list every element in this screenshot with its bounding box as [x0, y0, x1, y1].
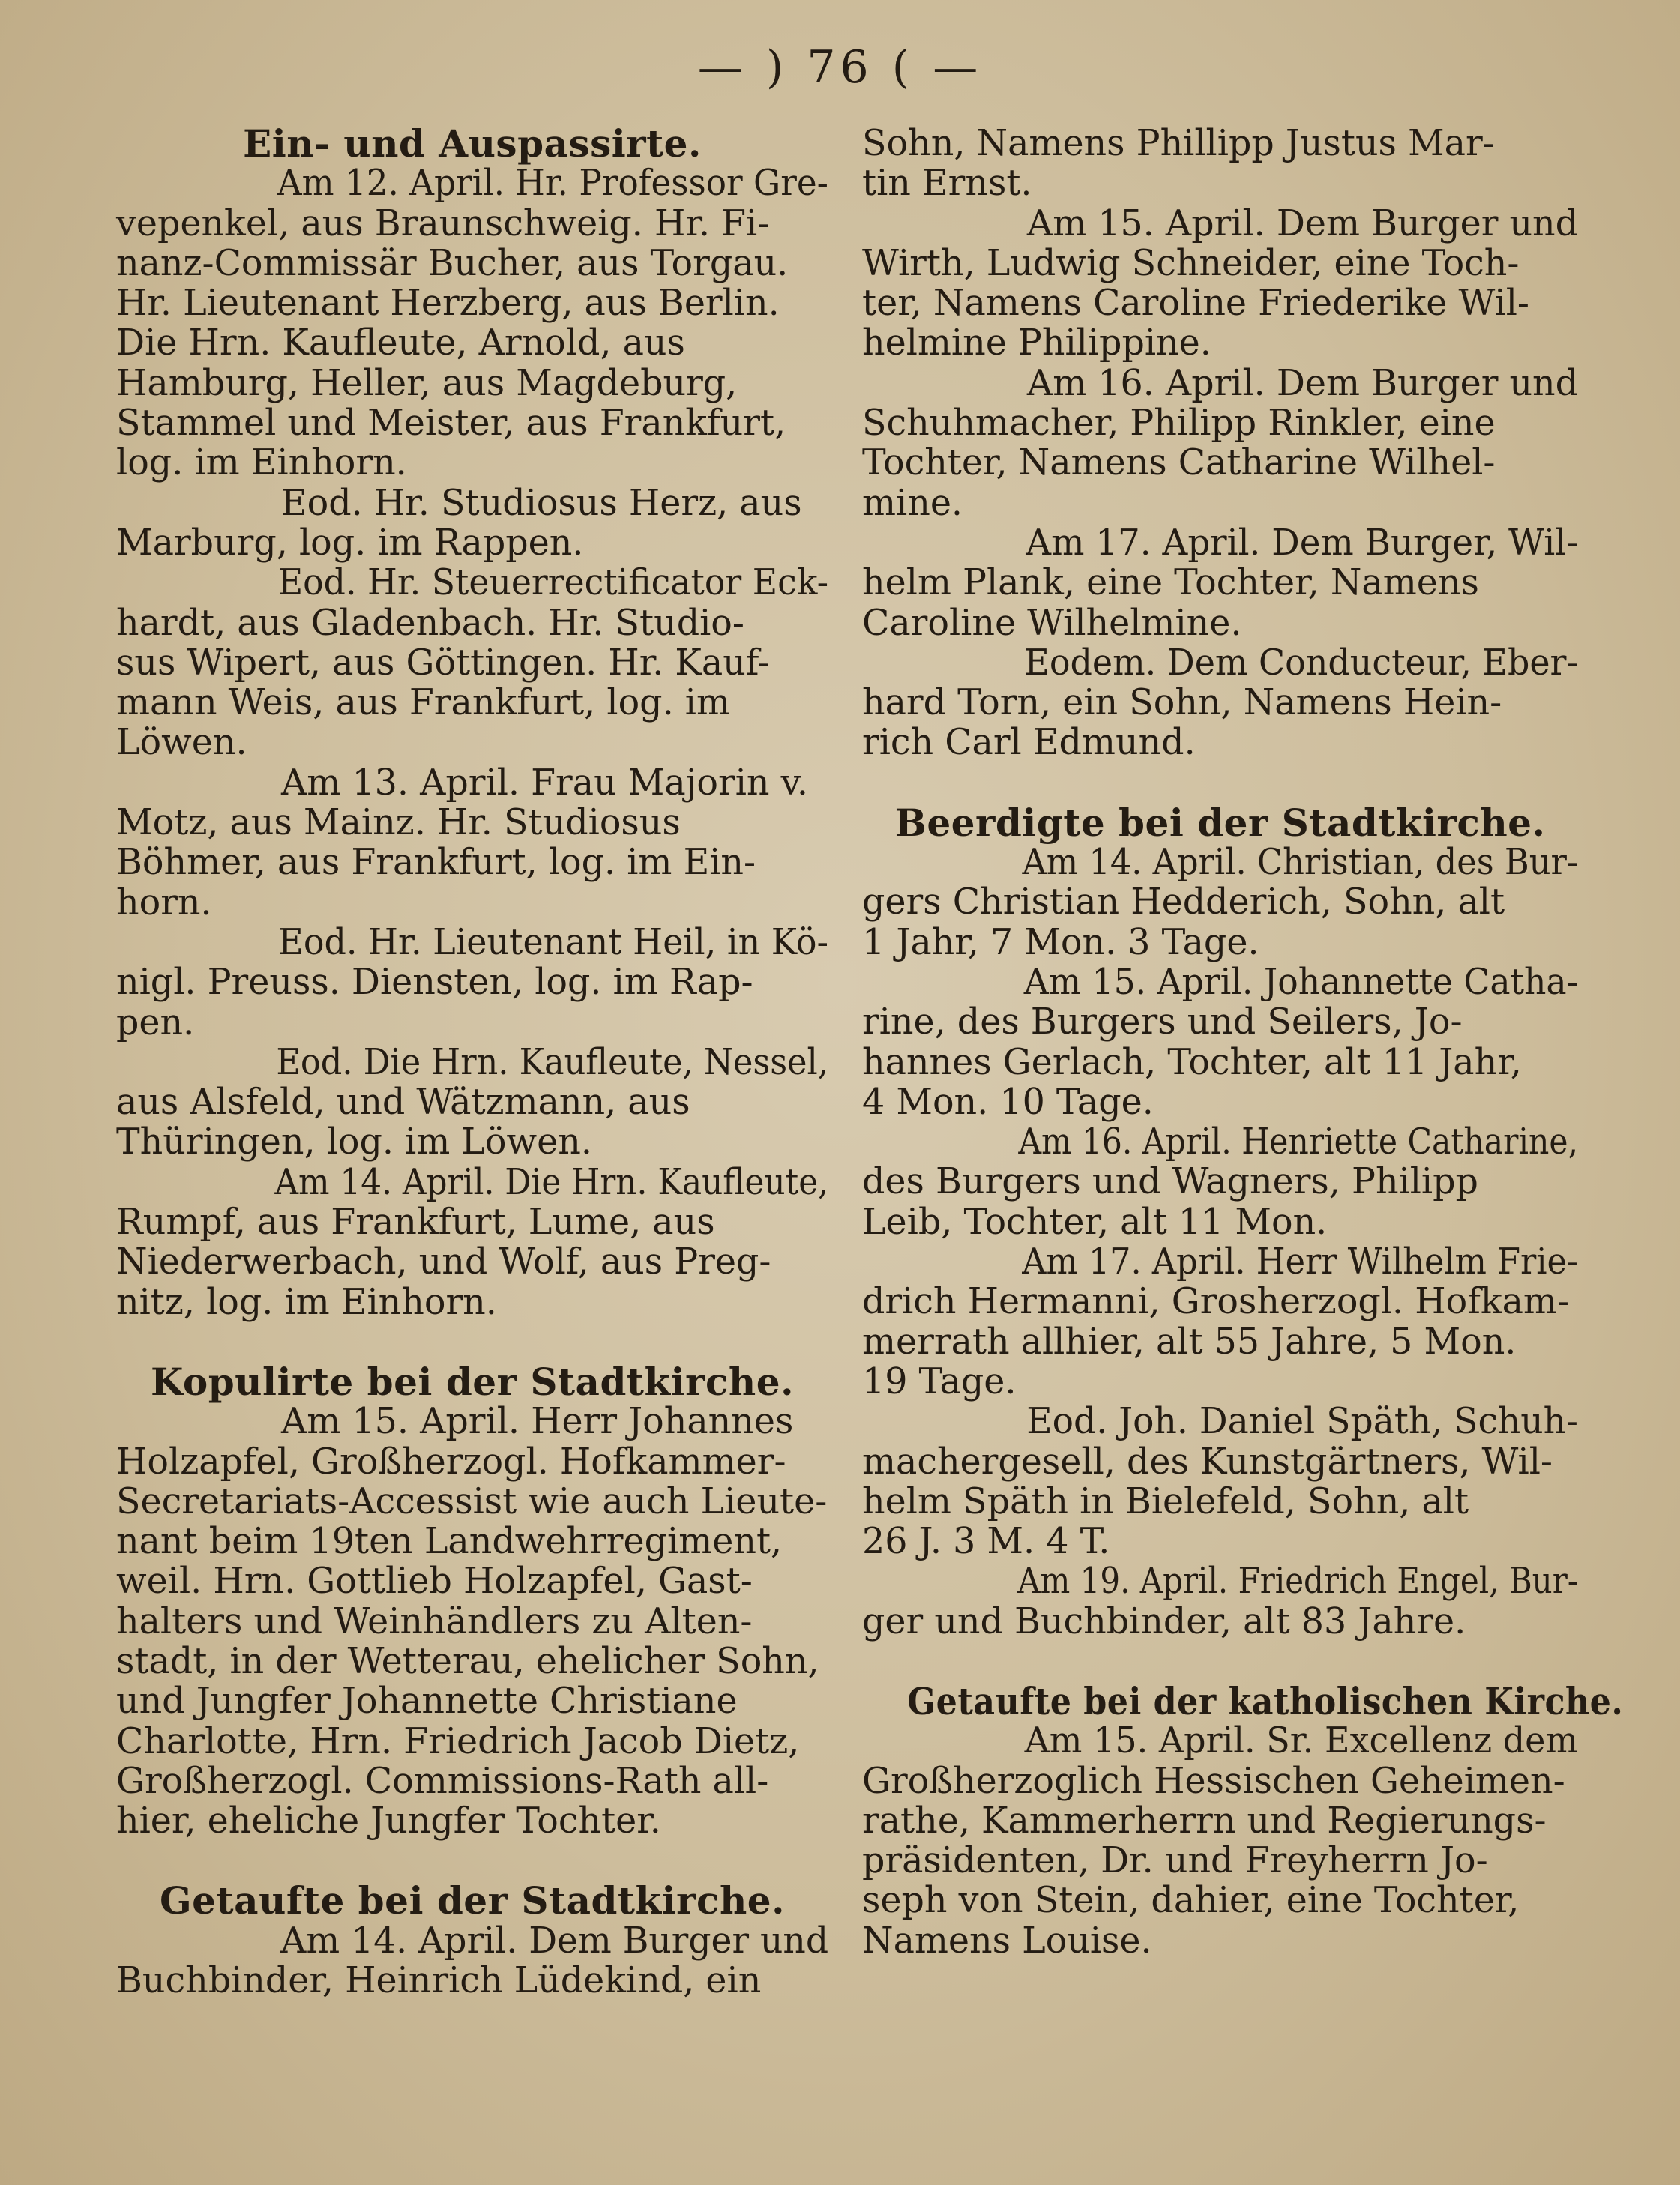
entry-line: stadt, in der Wetterau, ehelicher Sohn, — [116, 1640, 819, 1682]
entry-line: 26 J. 3 M. 4 T. — [862, 1521, 1110, 1563]
entry-line: Am 15. April. Johannette Catha- — [1023, 961, 1579, 1003]
right-column — [862, 123, 1624, 1962]
entry — [862, 843, 1578, 962]
entry-line: Am 13. April. Frau Majorin v. — [281, 762, 808, 804]
entry — [862, 204, 1578, 364]
entry-line: helm Späth in Bielefeld, Sohn, alt — [862, 1480, 1469, 1522]
entry-line: Eodem. Dem Conducteur, Eber- — [1024, 642, 1578, 684]
entry — [116, 1921, 828, 2001]
entry-line: ger und Buchbinder, alt 83 Jahre. — [862, 1600, 1466, 1642]
entry-line: Eod. Joh. Daniel Späth, Schuh- — [1026, 1401, 1578, 1443]
entry — [116, 923, 828, 1043]
entry-line: Hamburg, Heller, aus Magdeburg, — [116, 362, 738, 404]
entry-line: Am 14. April. Dem Burger und — [280, 1920, 829, 1962]
entry — [862, 523, 1578, 643]
entry — [862, 1561, 1578, 1642]
entry-line: hard Torn, ein Sohn, Namens Hein- — [862, 682, 1502, 724]
entry-line: Tochter, Namens Catharine Wilhel- — [862, 442, 1496, 484]
section-heading: Getaufte bei der katholischen Kirche. — [907, 1678, 1624, 1723]
entry-line: Niederwerbach, und Wolf, aus Preg- — [116, 1241, 771, 1283]
entry-line: Holzapfel, Großherzogl. Hofkammer- — [116, 1441, 786, 1483]
entry-line: Die Hrn. Kaufleute, Arnold, aus — [116, 322, 685, 364]
entry-line: präsidenten, Dr. und Freyherrn Jo- — [862, 1840, 1488, 1882]
entry — [116, 163, 828, 483]
entry-line: Marburg, log. im Rappen. — [116, 522, 584, 564]
entry-line: und Jungfer Johannette Christiane — [116, 1681, 738, 1723]
entry-line: Am 14. April. Christian, des Bur- — [1022, 842, 1578, 884]
entry-line: Am 15. April. Herr Johannes — [281, 1401, 794, 1443]
entry-line: 1 Jahr, 7 Mon. 3 Tage. — [862, 921, 1259, 963]
entry-line: rathe, Kammerherrn und Regierungs- — [862, 1800, 1547, 1842]
entry — [116, 763, 828, 923]
entry-line: tin Ernst. — [862, 163, 1032, 205]
entry — [862, 962, 1578, 1122]
entry — [116, 1043, 828, 1163]
entry-line: drich Hermanni, Grosherzogl. Hofkam- — [862, 1281, 1570, 1323]
entry-line: gers Christian Hedderich, Sohn, alt — [862, 881, 1505, 923]
entry — [862, 364, 1578, 523]
entry — [862, 1721, 1578, 1961]
entry-line: nant beim 19ten Landwehrregiment, — [116, 1521, 783, 1563]
entry — [116, 1402, 828, 1841]
entry-line: 4 Mon. 10 Tage. — [862, 1081, 1154, 1123]
entry-line: nigl. Preuss. Diensten, log. im Rap- — [116, 962, 753, 1004]
entry-line: Großherzoglich Hessischen Geheimen- — [862, 1760, 1565, 1802]
section-heading: Getaufte bei der Stadtkirche. — [159, 1878, 786, 1923]
entry-line: nanz-Commissär Bucher, aus Torgau. — [116, 242, 789, 284]
entry-line: des Burgers und Wagners, Philipp — [862, 1161, 1478, 1203]
entry — [862, 1402, 1578, 1561]
entry-line: hannes Gerlach, Tochter, alt 11 Jahr, — [862, 1041, 1522, 1083]
entry-line: Am 17. April. Dem Burger, Wil- — [1026, 522, 1579, 564]
entry — [862, 1122, 1578, 1242]
section-heading: Kopulirte bei der Stadtkirche. — [150, 1359, 795, 1404]
entry-line: nitz, log. im Einhorn. — [116, 1281, 497, 1323]
entry-line: aus Alsfeld, und Wätzmann, aus — [116, 1082, 690, 1124]
entry-line: Buchbinder, Heinrich Lüdekind, ein — [116, 1960, 762, 2002]
entry-line: log. im Einhorn. — [116, 442, 407, 484]
entry-line: Stammel und Meister, aus Frankfurt, — [116, 403, 786, 444]
entry-line: Eod. Die Hrn. Kaufleute, Nessel, — [276, 1041, 829, 1083]
entry-line: Am 16. April. Dem Burger und — [1026, 362, 1579, 404]
entry-line: Eod. Hr. Studiosus Herz, aus — [281, 482, 802, 524]
entry-line: Hr. Lieutenant Herzberg, aus Berlin. — [116, 283, 780, 325]
entry-line: Am 15. April. Dem Burger und — [1026, 202, 1579, 244]
entry-line: ter, Namens Caroline Friederike Wil- — [862, 283, 1529, 325]
entry-line: Secretariats-Accessist wie auch Lieute- — [116, 1480, 828, 1522]
entry-line: vepenkel, aus Braunschweig. Hr. Fi- — [116, 202, 770, 244]
entry-line: Großherzogl. Commissions-Rath all- — [116, 1760, 769, 1802]
entry-line: rich Carl Edmund. — [862, 722, 1196, 764]
entry-line: pen. — [116, 1001, 195, 1043]
entry-line: halters und Weinhändlers zu Alten- — [116, 1600, 753, 1642]
entry-line: Böhmer, aus Frankfurt, log. im Ein- — [116, 842, 756, 884]
entry-line: merrath allhier, alt 55 Jahre, 5 Mon. — [862, 1321, 1517, 1363]
entry-line: helm Plank, eine Tochter, Namens — [862, 562, 1479, 604]
entry-line: Eod. Hr. Steuerrectificator Eck- — [277, 562, 829, 604]
entry — [116, 1163, 828, 1322]
entry-line: Motz, aus Mainz. Hr. Studiosus — [116, 802, 681, 844]
entry-line: Rumpf, aus Frankfurt, Lume, aus — [116, 1202, 715, 1244]
entry-line: helmine Philippine. — [862, 322, 1211, 364]
page-number: — ) 76 ( — — [697, 41, 983, 94]
entry-line: Eod. Hr. Lieutenant Heil, in Kö- — [278, 921, 828, 963]
entry — [862, 643, 1578, 763]
entry-line: Am 17. April. Herr Wilhelm Frie- — [1022, 1241, 1578, 1283]
continued-entry — [862, 124, 1578, 204]
entry-line: Schuhmacher, Philipp Rinkler, eine — [862, 403, 1496, 444]
entry-line: machergesell, des Kunstgärtners, Wil- — [862, 1441, 1553, 1483]
entry-line: sus Wipert, aus Göttingen. Hr. Kauf- — [116, 642, 770, 684]
entry — [116, 563, 828, 762]
entry-line: Am 15. April. Sr. Excellenz dem — [1024, 1720, 1579, 1762]
entry — [116, 483, 828, 564]
entry-line: Am 19. April. Friedrich Engel, Bur- — [1017, 1561, 1578, 1603]
entry — [862, 1242, 1578, 1402]
left-column — [116, 121, 829, 2002]
entry-line: Löwen. — [116, 722, 247, 764]
entry-line: 19 Tage. — [862, 1360, 1017, 1402]
entry-line: weil. Hrn. Gottlieb Holzapfel, Gast- — [116, 1561, 753, 1603]
entry-line: Thüringen, log. im Löwen. — [116, 1121, 592, 1163]
entry-line: hier, eheliche Jungfer Tochter. — [116, 1800, 661, 1842]
entry-line: Wirth, Ludwig Schneider, eine Toch- — [862, 242, 1520, 284]
entry-line: rine, des Burgers und Seilers, Jo- — [862, 1001, 1463, 1043]
entry-line: Caroline Wilhelmine. — [862, 602, 1242, 644]
entry-line: Leib, Tochter, alt 11 Mon. — [862, 1201, 1328, 1243]
entry-line: mann Weis, aus Frankfurt, log. im — [116, 682, 731, 724]
entry-line: Am 14. April. Die Hrn. Kaufleute, — [274, 1161, 829, 1203]
entry-line: Namens Louise. — [862, 1920, 1152, 1962]
entry-line: Sohn, Namens Phillipp Justus Mar- — [862, 123, 1495, 164]
entry-line: hardt, aus Gladenbach. Hr. Studio- — [116, 602, 744, 644]
entry-line: Am 16. April. Henriette Catharine, — [1018, 1121, 1578, 1163]
section-heading: Beerdigte bei der Stadtkirche. — [894, 800, 1546, 845]
entry-line: Am 12. April. Hr. Professor Gre- — [277, 163, 828, 205]
entry-line: mine. — [862, 482, 963, 524]
entry-line: seph von Stein, dahier, eine Tochter, — [862, 1880, 1520, 1922]
section-heading: Ein- und Auspassirte. — [243, 121, 702, 166]
entry-line: horn. — [116, 881, 212, 923]
entry-line: Charlotte, Hrn. Friedrich Jacob Dietz, — [116, 1720, 800, 1762]
